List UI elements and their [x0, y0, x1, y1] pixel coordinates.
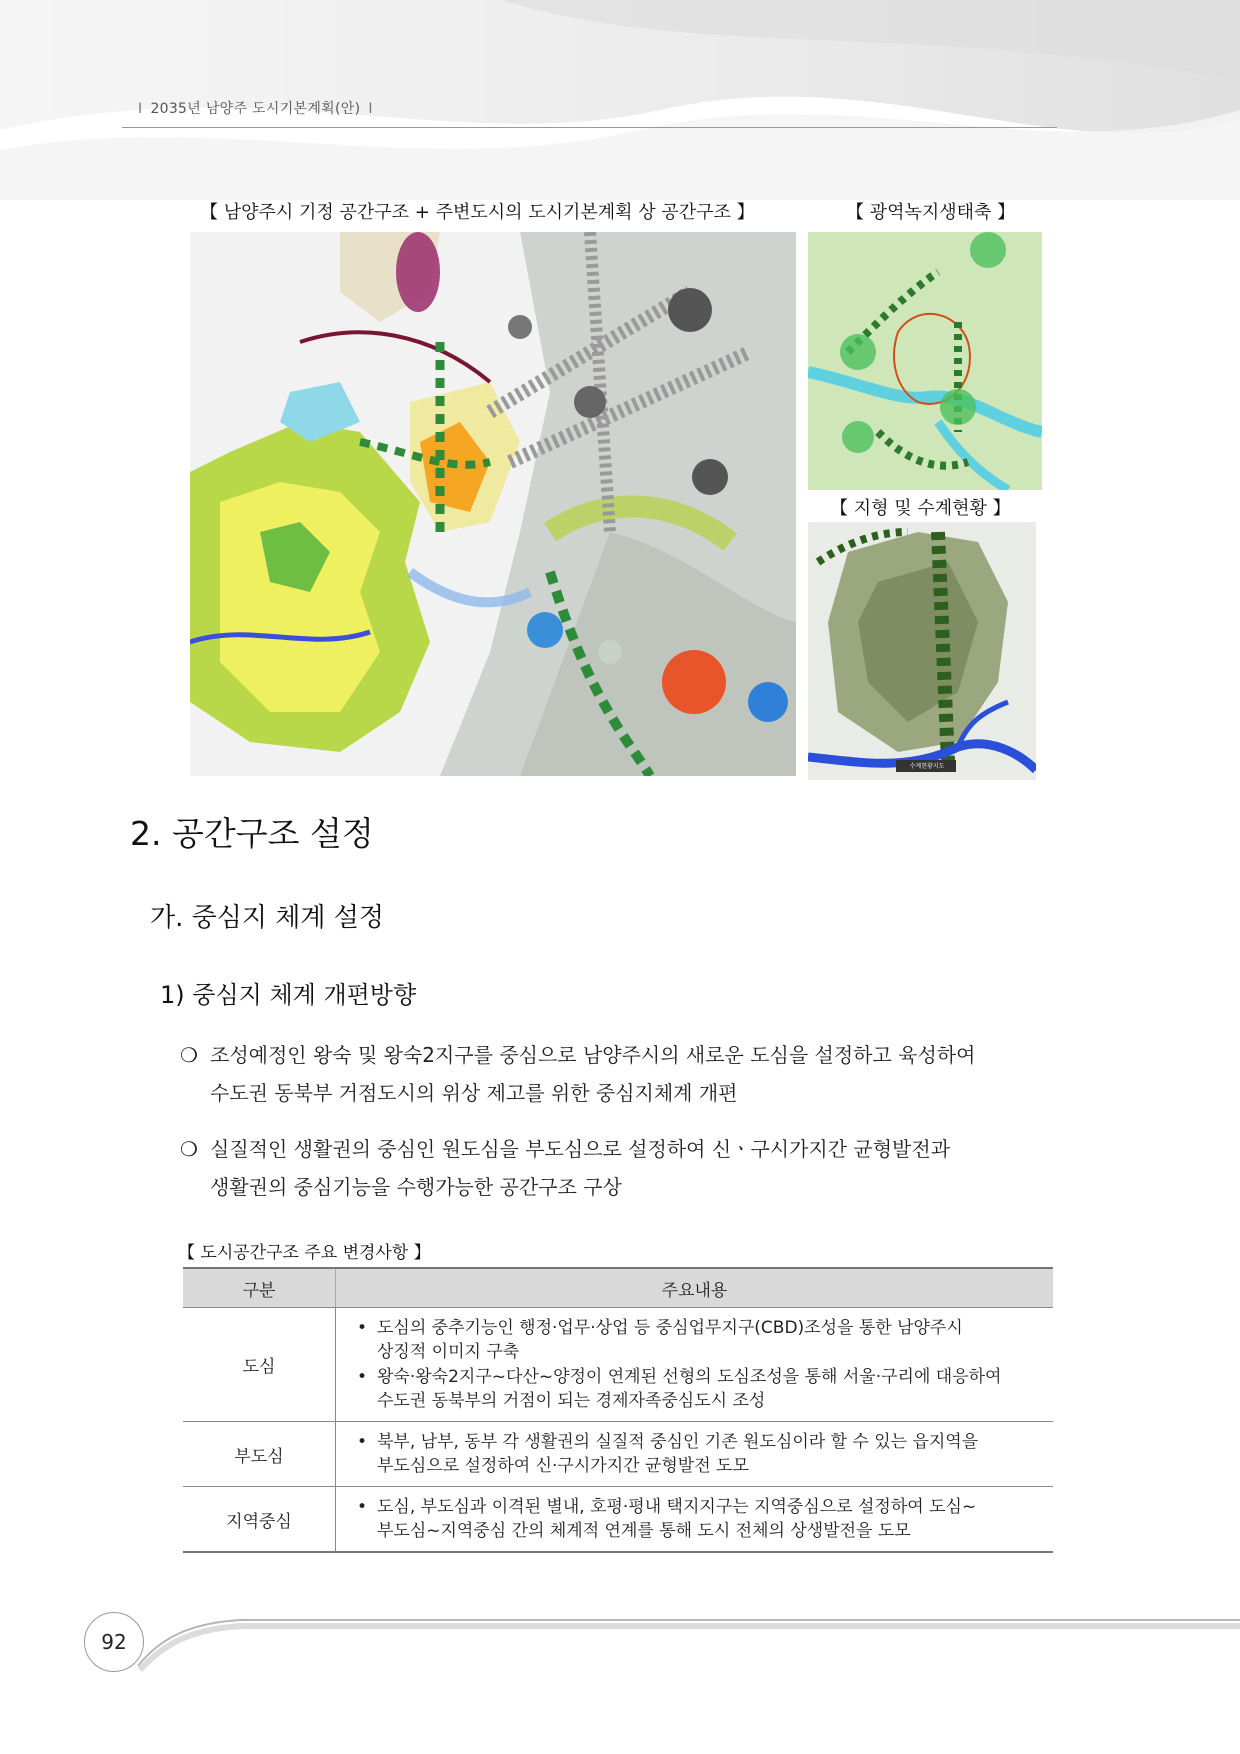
column-header: 구분	[183, 1268, 336, 1308]
bullet-mark-icon: ❍	[180, 1137, 198, 1161]
footer-swoosh	[80, 1608, 1240, 1698]
table-row	[183, 1422, 1053, 1487]
section-title: 2. 공간구조 설정	[130, 814, 374, 853]
bullet-line: 조성예정인 왕숙 및 왕숙2지구를 중심으로 남양주시의 새로운 도심을 설정하고 육성하여	[210, 1043, 976, 1067]
category-cell: 부도심	[183, 1422, 336, 1487]
content-item	[357, 1316, 1040, 1364]
column-header: 주요내용	[336, 1268, 1054, 1308]
content-line: 도심의 중추기능인 행정·업무·상업 등 중심업무지구(CBD)조성을 통한 남양주시	[377, 1318, 963, 1338]
content-line: 부도심으로 설정하여 신·구시가지간 균형발전 도모	[377, 1456, 749, 1476]
bullet-paragraph	[180, 1130, 1060, 1206]
content-item	[357, 1365, 1040, 1413]
table-header-row	[183, 1268, 1053, 1308]
terrain-map-label: 수계현황지도	[909, 763, 945, 770]
footer	[80, 1608, 1240, 1698]
main-map-caption: 【 남양주시 기정 공간구조 + 주변도시의 도시기본계획 상 공간구조 】	[200, 202, 755, 223]
bullet-line: 수도권 동북부 거점도시의 위상 제고를 위한 중심지체계 개편	[210, 1081, 738, 1105]
content-line: 상징적 이미지 구축	[377, 1342, 520, 1362]
page-number: 92	[84, 1612, 144, 1672]
bullet-paragraph	[180, 1036, 1060, 1112]
table-row	[183, 1487, 1053, 1553]
table-caption: 【 도시공간구조 주요 변경사항 】	[178, 1243, 431, 1263]
document-title: 2035년 남양주 도시기본계획(안)	[150, 101, 361, 117]
bullet-mark-icon: ❍	[180, 1043, 198, 1067]
running-header: I 2035년 남양주 도시기본계획(안) I	[138, 101, 373, 117]
eco-axis-map	[808, 232, 1042, 490]
content-item	[357, 1495, 1040, 1543]
bullet-line: 실질적인 생활권의 중심인 원도심을 부도심으로 설정하여 신ㆍ구시가지간 균형발전과	[210, 1137, 951, 1161]
content-cell	[336, 1487, 1054, 1553]
changes-table	[183, 1267, 1053, 1553]
category-cell: 지역중심	[183, 1487, 336, 1553]
content-line: 도심, 부도심과 이격된 별내, 호평·평내 택지지구는 지역중심으로 설정하여 도심~	[377, 1497, 977, 1517]
content-line: 수도권 동북부의 거점이 되는 경제자족중심도시 조성	[377, 1391, 766, 1411]
subsection-title: 가. 중심지 체계 설정	[150, 903, 384, 933]
content-item	[357, 1430, 1040, 1478]
table-row	[183, 1308, 1053, 1422]
eco-map-caption: 【 광역녹지생태축 】	[846, 202, 1016, 223]
content-line: 왕숙·왕숙2지구~다산~양정이 연계된 선형의 도심조성을 통해 서울·구리에 대응하여	[377, 1367, 1002, 1387]
content-cell	[336, 1422, 1054, 1487]
header-rule	[122, 127, 1057, 128]
bullet-line: 생활권의 중심기능을 수행가능한 공간구조 구상	[210, 1175, 622, 1199]
category-cell: 도심	[183, 1308, 336, 1422]
terrain-map-caption: 【 지형 및 수계현황 】	[830, 498, 1011, 519]
subsubsection-title: 1) 중심지 체계 개편방향	[160, 981, 417, 1009]
terrain-watershed-map	[808, 522, 1036, 780]
spatial-structure-map	[190, 232, 796, 776]
content-cell	[336, 1308, 1054, 1422]
content-line: 북부, 남부, 동부 각 생활권의 실질적 중심인 기존 원도심이라 할 수 있는 읍지역을	[377, 1432, 979, 1452]
content-line: 부도심~지역중심 간의 체계적 연계를 통해 도시 전체의 상생발전을 도모	[377, 1521, 911, 1541]
